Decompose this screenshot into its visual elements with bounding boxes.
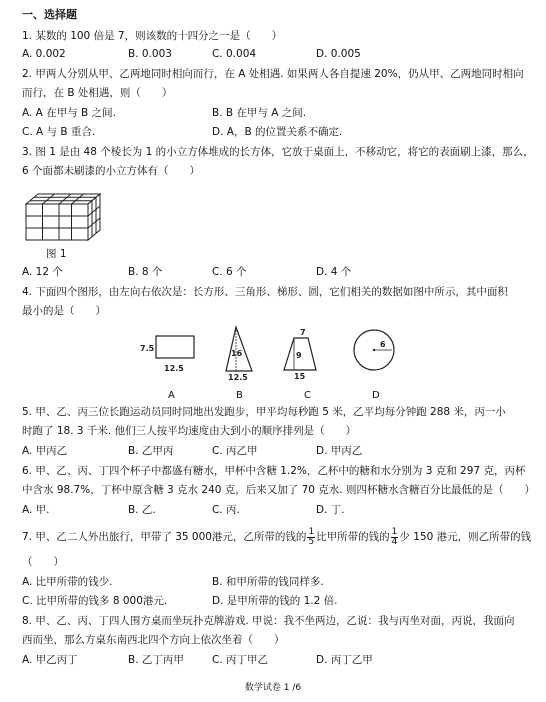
q4-stem-line2: 最小的是（ ） bbox=[22, 305, 106, 317]
q6-option-c[interactable]: C. 丙. bbox=[212, 504, 240, 516]
q5-option-a[interactable]: A. 甲丙乙 bbox=[22, 445, 68, 457]
q3-option-b[interactable]: B. 8 个 bbox=[128, 266, 163, 278]
q3-option-c[interactable]: C. 6 个 bbox=[212, 266, 247, 278]
q8-stem-line2: 西而坐，那么方桌东南西北四个方向上依次坐着（ ） bbox=[22, 634, 285, 646]
q7-text-post: 少 150 港元，则乙所带的钱 bbox=[399, 531, 532, 543]
q1-stem: 1. 某数的 100 倍是 7，则该数的十四分之一是（ ） bbox=[22, 30, 283, 42]
fraction-one-quarter: $\frac{1}{4}$ bbox=[391, 526, 398, 547]
shape-label-a[interactable]: A bbox=[168, 390, 175, 401]
figure-1-caption: 图 1 bbox=[46, 248, 67, 260]
q2-option-b[interactable]: B. B 在甲与 A 之间. bbox=[212, 107, 307, 119]
q6-option-d[interactable]: D. 丁. bbox=[316, 504, 345, 516]
q1-option-c[interactable]: C. 0.004 bbox=[212, 48, 257, 60]
q2-option-a[interactable]: A. A 在甲与 B 之间. bbox=[22, 107, 116, 119]
q6-stem-line2: 中含水 98.7%，丁杯中原含糖 3 克水 240 克，后来又加了 70 克水. 则四杯糖水含糖百分比最低的是（ ） bbox=[22, 484, 535, 496]
q5-stem-line1: 5. 甲、乙、丙三位长跑运动员同时同地出发跑步，甲平均每秒跑 5 米，乙平均每分钟跑 288 米，丙一小 bbox=[22, 406, 506, 418]
q5-stem-line2: 时跑了 18. 3 千米. 他们三人按平均速度由大到小的顺序排列是（ ） bbox=[22, 425, 357, 437]
q1-option-a[interactable]: A. 0.002 bbox=[22, 48, 66, 60]
q5-option-c[interactable]: C. 丙乙甲 bbox=[212, 445, 258, 457]
q2-option-c[interactable]: C. A 与 B 重合. bbox=[22, 126, 96, 138]
trap-bottom-label: 15 bbox=[294, 372, 306, 381]
q8-stem-line1: 8. 甲、乙、丙、丁四人围方桌而坐玩扑克牌游戏. 甲说：我不坐两边，乙说：我与丙坐对面，丙说，我面向 bbox=[22, 615, 515, 627]
tri-height-label: 16 bbox=[231, 349, 243, 358]
q4-stem-line1: 4. 下面四个图形，由左向右依次是：长方形、三角形、梯形、圆，它们相关的数据如图中所示，其中面积 bbox=[22, 286, 508, 298]
q1-option-b[interactable]: B. 0.003 bbox=[128, 48, 172, 60]
q2-option-d[interactable]: D. A，B 的位置关系不确定. bbox=[212, 126, 343, 138]
fraction-one-fifth: $\frac{1}{5}$ bbox=[308, 526, 315, 547]
q3-option-d[interactable]: D. 4 个 bbox=[316, 266, 352, 278]
rectangle-shape bbox=[156, 336, 194, 358]
q7-option-a[interactable]: A. 比甲所带的钱少. bbox=[22, 576, 113, 588]
q7-option-d[interactable]: D. 是甲所带的钱的 1.2 倍. bbox=[212, 595, 338, 607]
rect-height-label: 7.5 bbox=[140, 344, 155, 353]
q6-option-b[interactable]: B. 乙. bbox=[128, 504, 156, 516]
q8-option-a[interactable]: A. 甲乙丙丁 bbox=[22, 654, 78, 666]
trap-top-label: 7 bbox=[300, 328, 306, 337]
shape-label-d[interactable]: D bbox=[372, 390, 380, 401]
q6-option-a[interactable]: A. 甲. bbox=[22, 504, 50, 516]
q3-stem-line2: 6 个面都未刷漆的小立方体有（ ） bbox=[22, 165, 201, 177]
q6-stem-line1: 6. 甲、乙、丙、丁四个杯子中都盛有糖水，甲杯中含糖 1.2%，乙杯中的糖和水分别为 3 克和 297 克，丙杯 bbox=[22, 465, 526, 477]
q7-option-c[interactable]: C. 比甲所带的钱多 8 000港元. bbox=[22, 595, 168, 607]
q8-option-c[interactable]: C. 丙丁甲乙 bbox=[212, 654, 269, 666]
trap-height-label: 9 bbox=[296, 351, 302, 360]
q7-text-mid: 比甲所带的钱的 bbox=[316, 531, 390, 543]
rect-width-label: 12.5 bbox=[164, 364, 184, 373]
q7-stem-line2: （ ） bbox=[22, 556, 64, 568]
section-title: 一、选择题 bbox=[22, 8, 77, 21]
q1-option-d[interactable]: D. 0.005 bbox=[316, 48, 361, 60]
q5-option-b[interactable]: B. 乙甲丙 bbox=[128, 445, 174, 457]
cuboid-figure bbox=[22, 188, 102, 244]
q3-option-a[interactable]: A. 12 个 bbox=[22, 266, 63, 278]
page-footer: 数学试卷 1 /6 bbox=[244, 683, 302, 693]
q2-stem-line2: 而行，在 B 处相遇，则（ ） bbox=[22, 87, 173, 99]
circle-radius-label: 6 bbox=[380, 340, 386, 349]
q7-text-pre: 7. 甲、乙二人外出旅行，甲带了 35 000港元，乙所带的钱的 bbox=[22, 531, 307, 543]
shape-label-b[interactable]: B bbox=[236, 390, 243, 401]
q7-stem-line1 bbox=[22, 524, 531, 550]
q4-shapes-figure bbox=[130, 322, 420, 402]
q2-stem-line1: 2. 甲两人分别从甲、乙两地同时相向而行，在 A 处相遇. 如果两人各自提速 20%，仍从甲、乙两地同时相向 bbox=[22, 68, 524, 80]
q7-option-b[interactable]: B. 和甲所带的钱同样多. bbox=[212, 576, 324, 588]
tri-base-label: 12.5 bbox=[228, 373, 248, 382]
shape-label-c[interactable]: C bbox=[304, 390, 311, 401]
q3-stem-line1: 3. 图 1 是由 48 个棱长为 1 的小立方体堆成的长方体，它放于桌面上，不移动它，将它的表面刷上漆，那么， bbox=[22, 146, 534, 158]
q8-option-d[interactable]: D. 丙丁乙甲 bbox=[316, 654, 373, 666]
q5-option-d[interactable]: D. 甲丙乙 bbox=[316, 445, 363, 457]
q8-option-b[interactable]: B. 乙丁丙甲 bbox=[128, 654, 184, 666]
